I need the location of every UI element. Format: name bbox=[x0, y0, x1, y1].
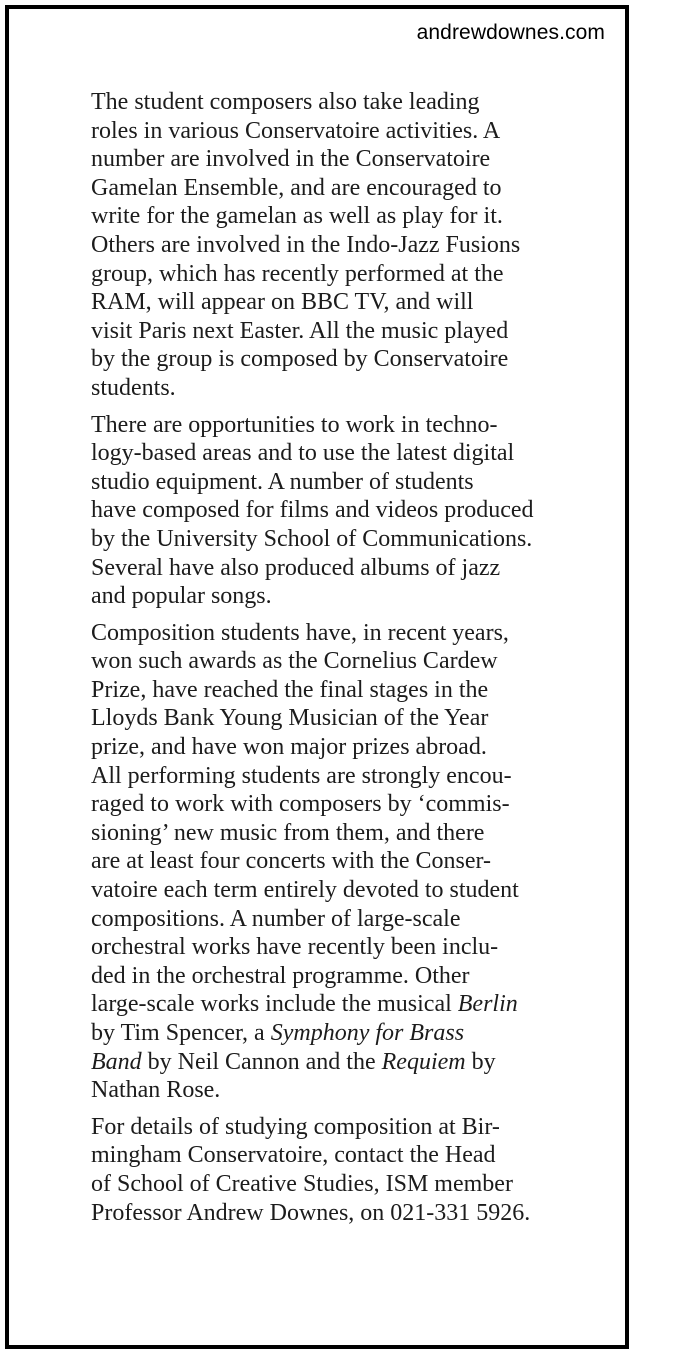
text-line: logy-based areas and to use the latest digital bbox=[91, 440, 515, 467]
text-fragment: by bbox=[465, 1048, 496, 1075]
text-line: roles in various Conservatoire activities. A bbox=[91, 117, 501, 144]
site-watermark: andrewdownes.com bbox=[416, 21, 605, 44]
text-line: are at least four concerts with the Conser- bbox=[91, 848, 492, 875]
text-line-works bbox=[91, 1019, 571, 1048]
text-line: prize, and have won major prizes abroad. bbox=[91, 734, 487, 761]
text-line: Nathan Rose. bbox=[91, 1077, 221, 1104]
paragraph-contact bbox=[91, 1113, 571, 1227]
work-title-berlin: Berlin bbox=[457, 991, 518, 1018]
text-line: Prize, have reached the final stages in the bbox=[91, 676, 489, 703]
work-title-requiem: Requiem bbox=[381, 1048, 466, 1075]
text-line: of School of Creative Studies, ISM member bbox=[91, 1170, 513, 1197]
text-line: compositions. A number of large-scale bbox=[91, 905, 461, 932]
text-line: studio equipment. A number of students bbox=[91, 468, 474, 495]
text-line: Composition students have, in recent years, bbox=[91, 619, 509, 646]
text-line: The student composers also take leading bbox=[91, 89, 480, 115]
text-line: Others are involved in the Indo-Jazz Fusions bbox=[91, 231, 521, 258]
text-line: have composed for films and videos produced bbox=[91, 497, 534, 524]
article-body bbox=[91, 88, 571, 1235]
text-line: Lloyds Bank Young Musician of the Year bbox=[91, 705, 489, 732]
text-line: and popular songs. bbox=[91, 583, 272, 610]
text-line: sioning’ new music from them, and there bbox=[91, 819, 485, 846]
work-title-symphony: Symphony for Brass bbox=[270, 1020, 465, 1046]
text-line: RAM, will appear on BBC TV, and will bbox=[91, 289, 474, 316]
text-line: mingham Conservatoire, contact the Head bbox=[91, 1142, 496, 1169]
text-line: Gamelan Ensemble, and are encouraged to bbox=[91, 174, 502, 201]
text-line: visit Paris next Easter. All the music played bbox=[91, 317, 509, 344]
text-line: For details of studying composition at Bir- bbox=[91, 1113, 500, 1140]
text-line-works bbox=[91, 1048, 571, 1077]
text-line-works bbox=[91, 990, 571, 1019]
text-line: students. bbox=[91, 374, 176, 401]
text-line: number are involved in the Conservatoire bbox=[91, 146, 491, 173]
text-line: write for the gamelan as well as play for it. bbox=[91, 203, 503, 230]
paragraph-awards bbox=[91, 619, 571, 1105]
text-line: raged to work with composers by ‘commis- bbox=[91, 791, 510, 818]
text-fragment: large-scale works include the musical bbox=[91, 991, 458, 1018]
text-line: won such awards as the Cornelius Cardew bbox=[91, 648, 498, 675]
text-line: by the group is composed by Conservatoire bbox=[91, 346, 509, 373]
text-line: orchestral works have recently been inclu- bbox=[91, 934, 499, 961]
text-line: Several have also produced albums of jazz bbox=[91, 554, 501, 581]
paragraph-technology bbox=[91, 411, 571, 611]
text-line: There are opportunities to work in techno- bbox=[91, 411, 498, 438]
text-line: Professor Andrew Downes, on 021-331 5926. bbox=[91, 1199, 531, 1226]
text-line: All performing students are strongly encou- bbox=[91, 762, 512, 789]
text-fragment: by Neil Cannon and the bbox=[141, 1048, 382, 1075]
text-line: vatoire each term entirely devoted to student bbox=[91, 877, 519, 904]
text-fragment: by Tim Spencer, a bbox=[91, 1020, 271, 1046]
page-frame bbox=[5, 5, 629, 1349]
work-title-band: Band bbox=[91, 1048, 142, 1075]
text-line: ded in the orchestral programme. Other bbox=[91, 962, 470, 989]
text-line: group, which has recently performed at the bbox=[91, 260, 504, 287]
paragraph-activities bbox=[91, 88, 571, 403]
text-line: by the University School of Communications. bbox=[91, 525, 533, 552]
